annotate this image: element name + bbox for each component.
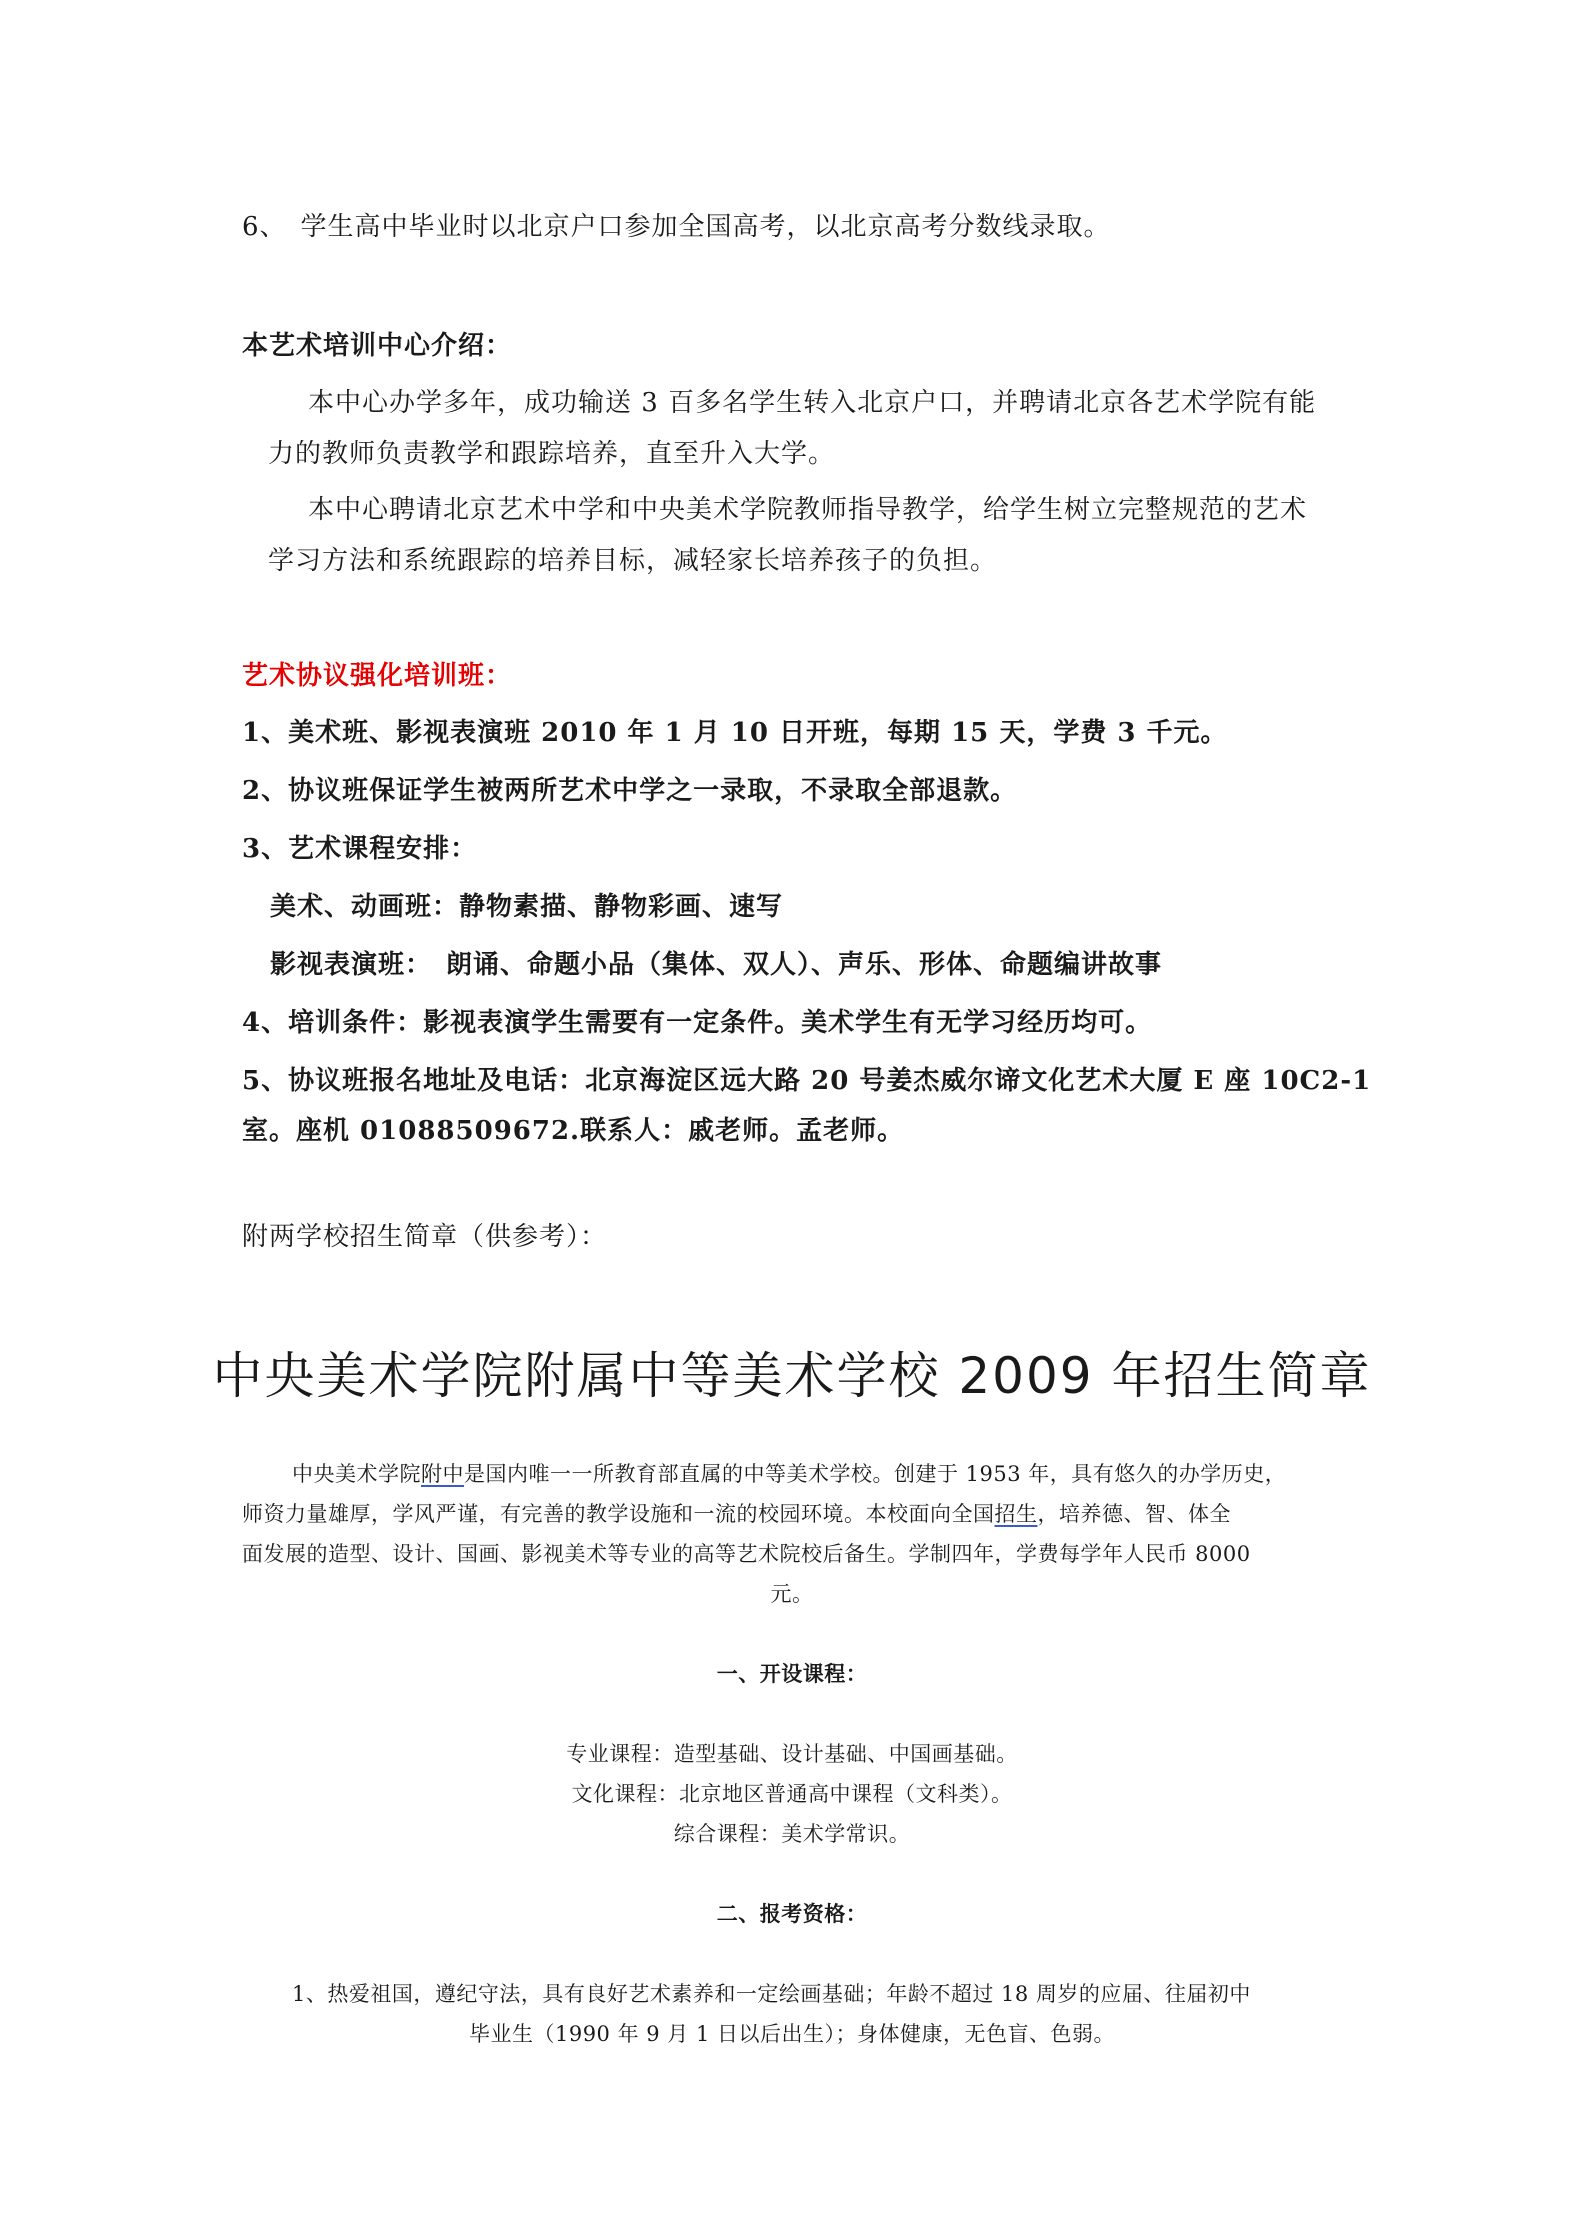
training-class-heading: 艺术协议强化培训班： [242,661,513,691]
requirement-1-line1: 1、热爱祖国，遵纪守法，具有良好艺术素养和一定绘画基础；年龄不超过 18 周岁的应届、往届初中 [292,1982,1251,2006]
requirement-1-line2: 毕业生（1990 年 9 月 1 日以后出生）；身体健康，无色盲、色弱。 [468,2022,1116,2046]
brochure-intro-line4: 元。 [770,1582,814,1606]
training-item-1: 1、美术班、影视表演班 2010 年 1 月 10 日开班，每期 15 天，学费 3 千元。 [242,718,1228,748]
center-intro-p2-line1: 本中心聘请北京艺术中学和中央美术学院教师指导教学，给学生树立完整规范的艺术 [308,495,1308,525]
center-intro-p1-line1: 本中心办学多年，成功输送 3 百多名学生转入北京户口，并聘请北京各艺术学院有能 [308,388,1317,418]
center-intro-heading: 本艺术培训中心介绍： [242,331,513,361]
item-6: 6、 学生高中毕业时以北京户口参加全国高考，以北京高考分数线录取。 [242,212,1111,242]
center-intro-p1-line2: 力的教师负责教学和跟踪培养，直至升入大学。 [268,439,836,469]
link-fuzhong[interactable]: 附中 [421,1462,464,1486]
training-item-2: 2、协议班保证学生被两所艺术中学之一录取，不录取全部退款。 [242,776,1018,806]
course-culture: 文化课程：北京地区普通高中课程（文科类）。 [571,1782,1013,1806]
training-item-5-line2: 室。座机 01088509672.联系人：戚老师。孟老师。 [242,1116,905,1146]
section-1-heading: 一、开设课程： [716,1661,868,1686]
section-2-heading: 二、报考资格： [716,1901,868,1926]
center-intro-p2-line2: 学习方法和系统跟踪的培养目标，减轻家长培养孩子的负担。 [268,546,998,576]
brochure-title: 中央美术学院附属中等美术学校 2009 年招生简章 [212,1347,1372,1405]
brochure-intro-line1 [292,1458,1286,1488]
appendix-note: 附两学校招生简章（供参考）： [242,1222,608,1252]
course-professional: 专业课程：造型基础、设计基础、中国画基础。 [566,1742,1018,1766]
intro-line2-pre: 师资力量雄厚，学风严谨，有完善的教学设施和一流的校园环境。本校面向全国 [242,1502,995,1526]
training-item-3-art: 美术、动画班：静物素描、静物彩画、速写 [270,892,784,922]
training-item-3-film: 影视表演班： 朗诵、命题小品（集体、双人）、声乐、形体、命题编讲故事 [270,950,1163,980]
link-zhaosheng[interactable]: 招生 [994,1502,1038,1526]
intro-line1-pre: 中央美术学院 [292,1462,421,1486]
training-item-4: 4、培训条件：影视表演学生需要有一定条件。美术学生有无学习经历均可。 [242,1008,1153,1038]
training-item-5-line1: 5、协议班报名地址及电话：北京海淀区远大路 20 号姜杰威尔谛文化艺术大厦 E 座 10C2-1 [242,1066,1372,1096]
training-item-3: 3、艺术课程安排： [242,834,478,864]
brochure-intro-line3: 面发展的造型、设计、国画、影视美术等专业的高等艺术院校后备生。学制四年，学费每学年人民币 8000 [242,1542,1251,1566]
intro-line1-post: 是国内唯一一所教育部直属的中等美术学校。创建于 1953 年，具有悠久的办学历史， [464,1462,1287,1486]
course-general: 综合课程：美术学常识。 [673,1822,911,1846]
brochure-intro-line2 [242,1498,1231,1528]
intro-line2-post: ，培养德、智、体全 [1037,1502,1231,1526]
